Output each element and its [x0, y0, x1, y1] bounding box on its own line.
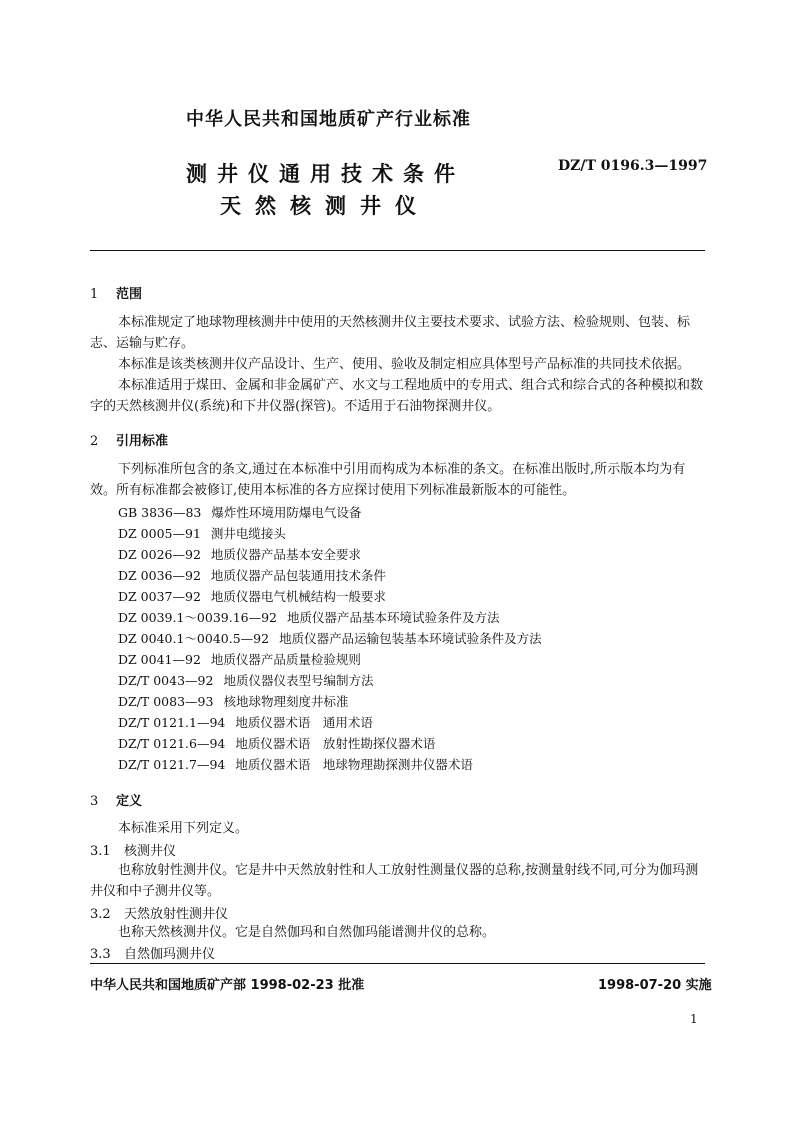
section-number: 3 — [90, 794, 99, 809]
section-2-heading — [90, 430, 168, 449]
approval-date: 中华人民共和国地质矿产部 1998-02-23 批准 — [90, 978, 365, 993]
section-1-heading — [90, 283, 142, 302]
section-1-paragraph-2: 本标准是该类核测井仪产品设计、生产、使用、验收及制定相应具体型号产品标准的共同技术依据。 — [118, 357, 691, 372]
reference-item: DZ 0026—92 地质仪器产品基本安全要求 — [118, 547, 361, 562]
section-1-paragraph-1: 本标准规定了地球物理核测井中使用的天然核测井仪主要技术要求、试验方法、检验规则、包装、标志、运输与贮存。 — [90, 315, 691, 351]
section-1-paragraph-3: 本标准适用于煤田、金属和非金属矿产、水文与工程地质中的专用式、组合式和综合式的各种模拟和数字的天然核测井仪(系统)和下井仪器(探管)。不适用于石油物探测井仪。 — [90, 378, 704, 414]
section-title: 引用标准 — [116, 434, 169, 449]
definition-3-1-heading: 3.1 核测井仪 — [90, 844, 177, 859]
implementation-date: 1998-07-20 实施 — [598, 978, 712, 993]
footer-divider — [90, 963, 705, 964]
reference-item: DZ/T 0083—93 核地球物理刻度井标准 — [118, 694, 349, 709]
document-title-line1: 测井仪通用技术条件 — [186, 162, 465, 186]
reference-item: DZ 0041—92 地质仪器产品质量检验规则 — [118, 652, 361, 667]
definition-3-2-heading: 3.2 天然放射性测井仪 — [90, 907, 229, 922]
reference-item: DZ 0039.1～0039.16—92 地质仪器产品基本环境试验条件及方法 — [118, 610, 500, 625]
document-title-line2: 天然核测井仪 — [220, 194, 430, 218]
reference-item: DZ/T 0121.1—94 地质仪器术语 通用术语 — [118, 715, 373, 730]
definition-3-3-heading: 3.3 自然伽玛测井仪 — [90, 947, 216, 962]
page-number: 1 — [690, 1012, 698, 1026]
section-number: 1 — [90, 287, 99, 302]
reference-item: DZ/T 0043—92 地质仪器仪表型号编制方法 — [118, 673, 374, 688]
section-2-paragraph-1: 下列标准所包含的条文,通过在本标准中引用而构成为本标准的条文。在标准出版时,所示版本均为有效。所有标准都会被修订,使用本标准的各方应探讨使用下列标准最新版本的可能性。 — [90, 462, 686, 498]
reference-item: DZ/T 0121.6—94 地质仪器术语 放射性勘探仪器术语 — [118, 736, 436, 751]
section-title: 定义 — [116, 794, 143, 809]
definition-3-2-text: 也称天然核测井仪。它是自然伽玛和自然伽玛能谱测井仪的总称。 — [118, 925, 496, 940]
reference-item: DZ/T 0121.7—94 地质仪器术语 地球物理勘探测井仪器术语 — [118, 757, 473, 772]
reference-item: DZ 0037—92 地质仪器电气机械结构一般要求 — [118, 589, 386, 604]
section-3-paragraph-1: 本标准采用下列定义。 — [118, 821, 249, 836]
section-3-heading — [90, 790, 142, 809]
reference-item: DZ 0005—91 测井电缆接头 — [118, 526, 286, 541]
reference-item: GB 3836—83 爆炸性环境用防爆电气设备 — [118, 505, 362, 520]
standard-number: DZ/T 0196.3—1997 — [558, 158, 708, 174]
reference-item: DZ 0036—92 地质仪器产品包装通用技术条件 — [118, 568, 386, 583]
definition-3-1-text: 也称放射性测井仪。它是井中天然放射性和人工放射性测量仪器的总称,按测量射线不同,可分为伽玛测井仪和中子测井仪等。 — [90, 863, 699, 899]
section-title: 范围 — [116, 287, 143, 302]
issuing-authority: 中华人民共和国地质矿产行业标准 — [186, 109, 471, 130]
reference-item: DZ 0040.1～0040.5—92 地质仪器产品运输包装基本环境试验条件及方法 — [118, 631, 542, 646]
header-divider — [90, 250, 705, 251]
section-number: 2 — [90, 434, 99, 449]
